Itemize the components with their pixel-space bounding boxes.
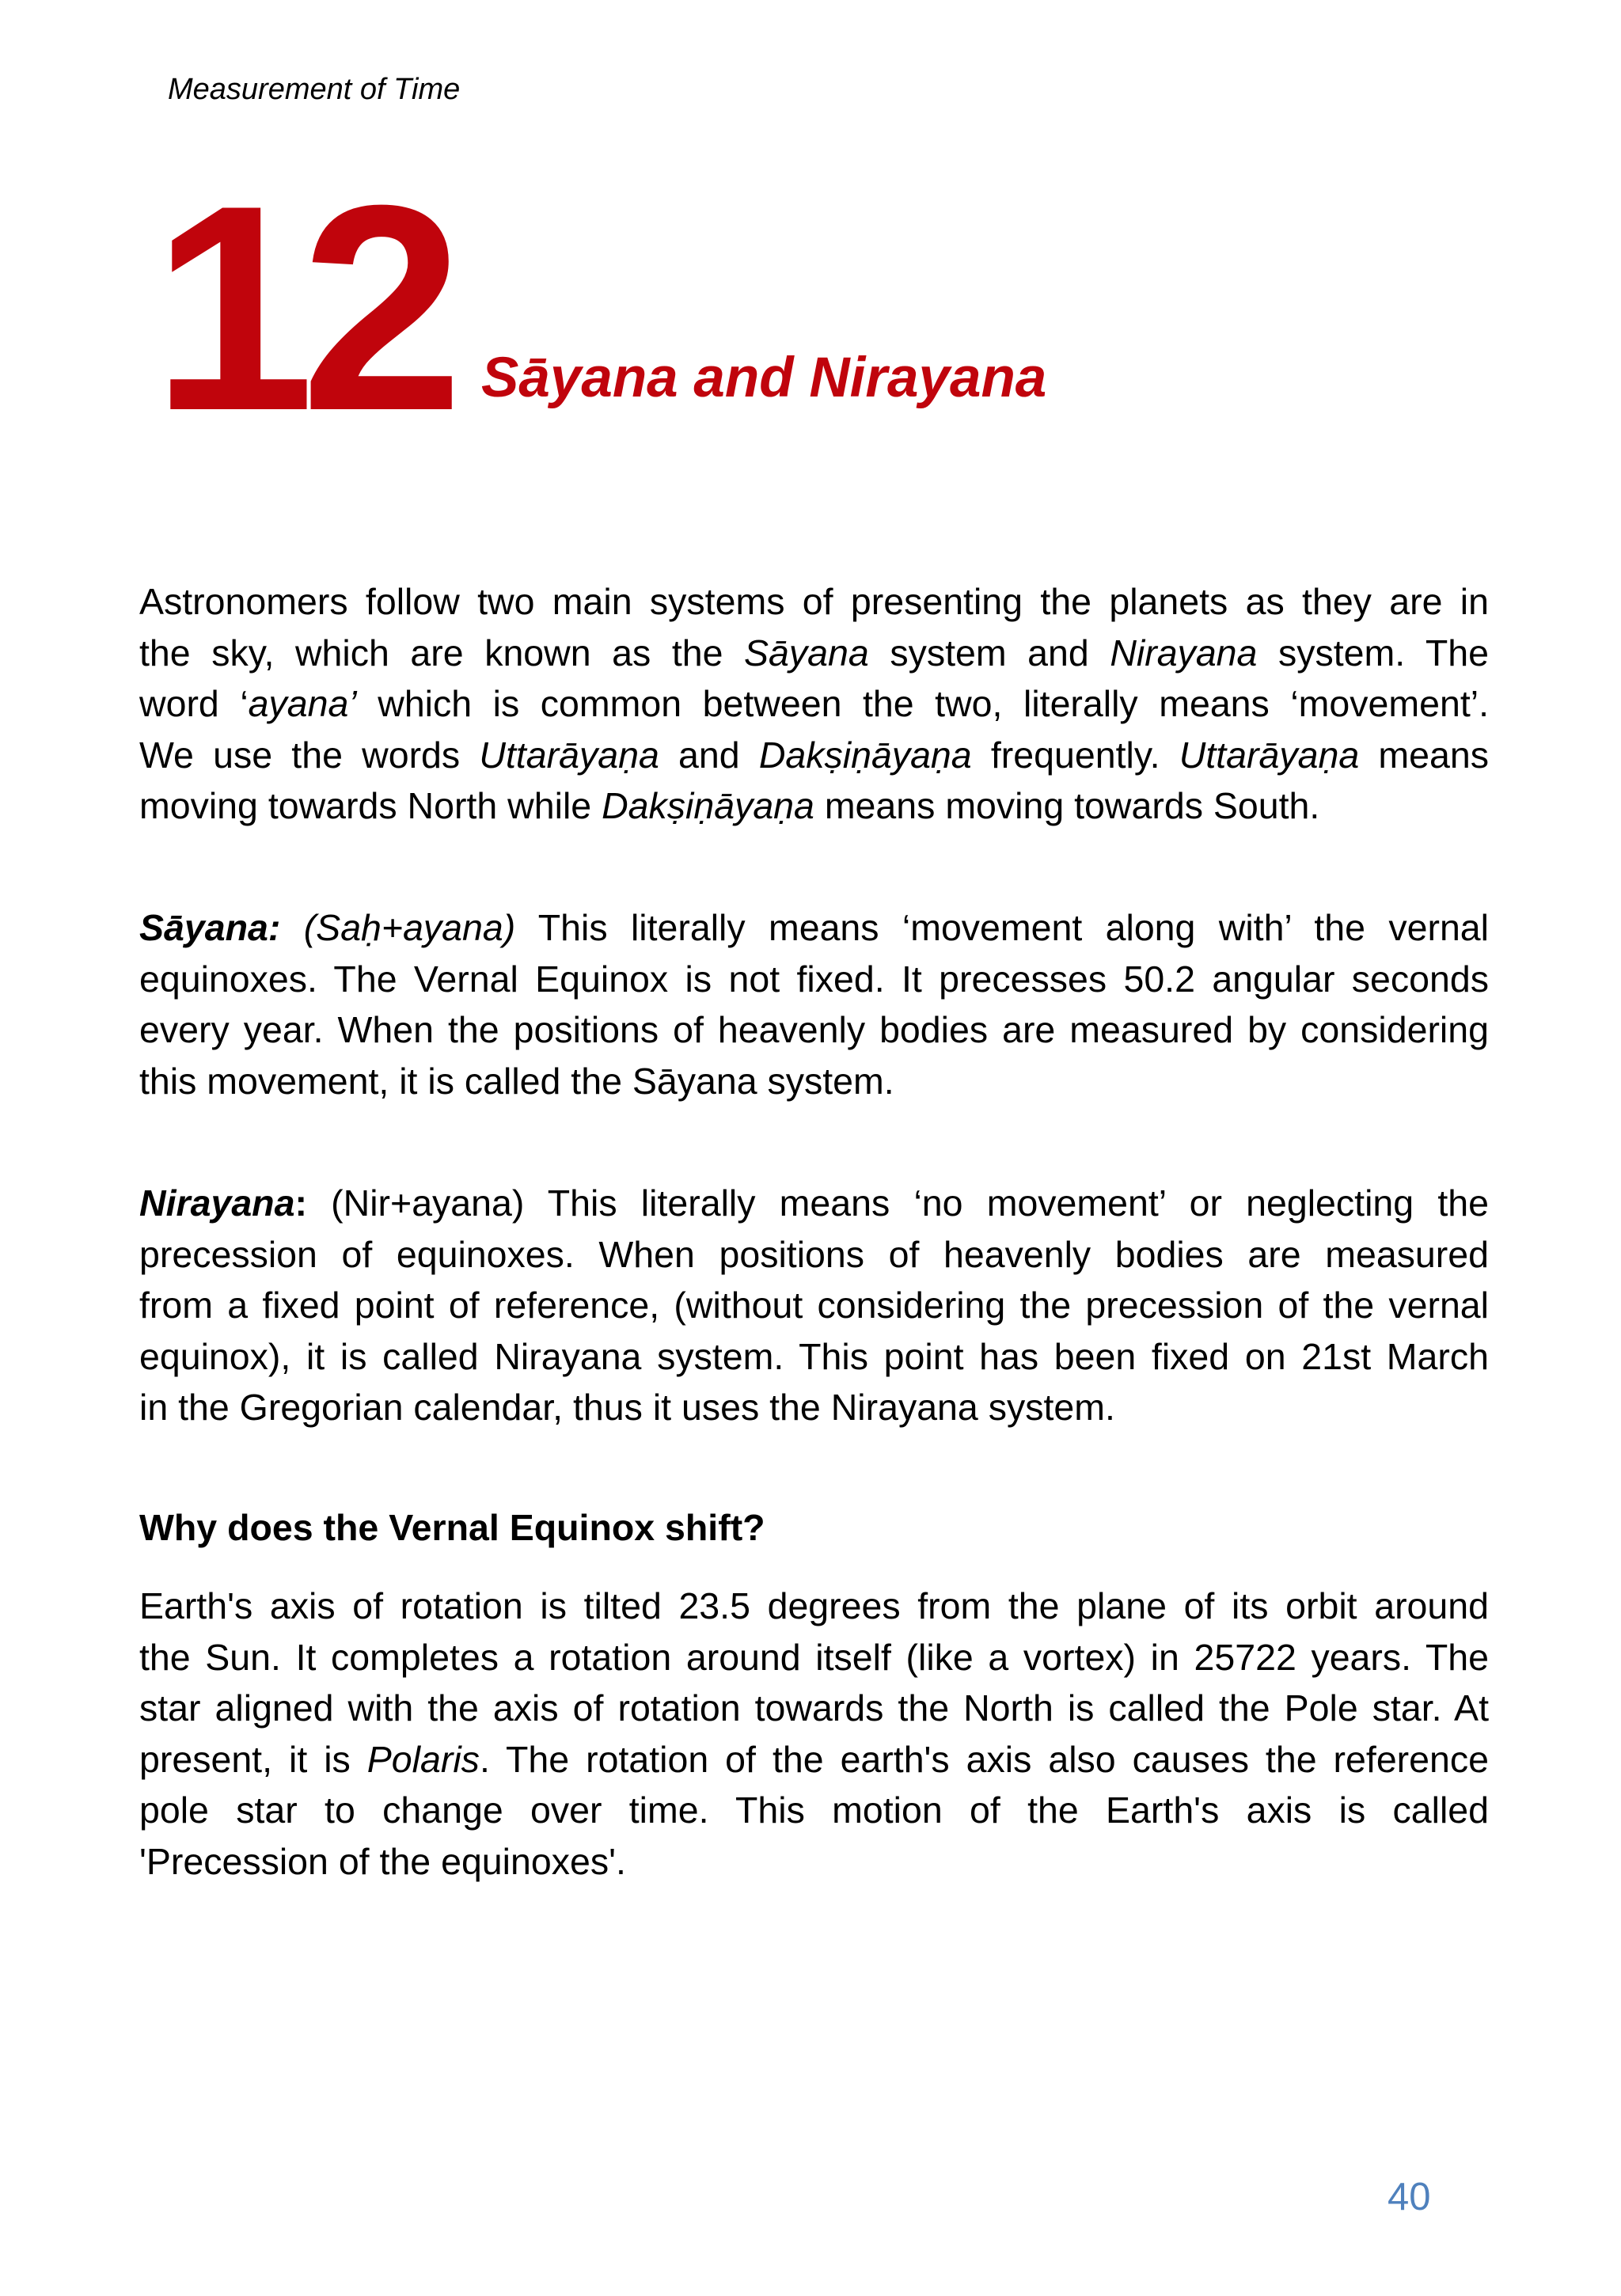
text-line: word ‘ayana’ which is common between the two, literally means ‘movement’. [139, 683, 1489, 724]
text-line: equinox), it is called Nirayana system. This point has been fixed on 21st March [139, 1335, 1489, 1377]
precession-paragraph [139, 1581, 1489, 1887]
nirayana-paragraph [139, 1178, 1489, 1433]
text-line: pole star to change over time. This motion of the Earth's axis is called [139, 1789, 1489, 1831]
chapter-title: Sāyana and Nirayana [481, 347, 1047, 409]
section-heading: Why does the Vernal Equinox shift? [139, 1507, 765, 1548]
text-line: precession of equinoxes. When positions of heavenly bodies are measured [139, 1233, 1489, 1275]
sayana-paragraph [139, 902, 1489, 1106]
text-line: present, it is Polaris. The rotation of the earth's axis also causes the reference [139, 1738, 1489, 1780]
text-line: this movement, it is called the Sāyana system. [139, 1060, 894, 1102]
text-line: Astronomers follow two main systems of presenting the planets as they are in [139, 581, 1489, 622]
text-line: the Sun. It completes a rotation around itself (like a vortex) in 25722 years. The [139, 1636, 1489, 1678]
text-line: We use the words Uttarāyaṇa and Dakṣiṇāyaṇa frequently. Uttarāyaṇa means [139, 734, 1489, 776]
chapter-number: 12 [152, 145, 450, 472]
nirayana-term: Nirayana [139, 1182, 295, 1224]
page-number: 40 [1388, 2176, 1431, 2218]
text-line: the sky, which are known as the Sāyana system and Nirayana system. The [139, 632, 1489, 674]
text-line: every year. When the positions of heavenly bodies are measured by considering [139, 1009, 1489, 1050]
text-line: star aligned with the axis of rotation towards the North is called the Pole star. At [139, 1687, 1489, 1729]
text-line: Earth's axis of rotation is tilted 23.5 degrees from the plane of its orbit around [139, 1585, 1489, 1626]
sayana-term: Sāyana: [139, 907, 281, 948]
intro-paragraph [139, 576, 1489, 832]
running-head: Measurement of Time [168, 73, 461, 106]
text-line: moving towards North while Dakṣiṇāyaṇa means moving towards South. [139, 785, 1320, 826]
text-line: Sāyana: (Saḥ+ayana) This literally means ‘movement along with’ the vernal [139, 907, 1490, 948]
text-line: in the Gregorian calendar, thus it uses the Nirayana system. [139, 1387, 1115, 1428]
text-line: Nirayana: (Nir+ayana) This literally means ‘no movement’ or neglecting the [139, 1182, 1489, 1224]
text-line: 'Precession of the equinoxes'. [139, 1840, 626, 1882]
text-line: equinoxes. The Vernal Equinox is not fixed. It precesses 50.2 angular seconds [139, 958, 1489, 1000]
text-line: from a fixed point of reference, (without considering the precession of the vernal [139, 1285, 1489, 1326]
